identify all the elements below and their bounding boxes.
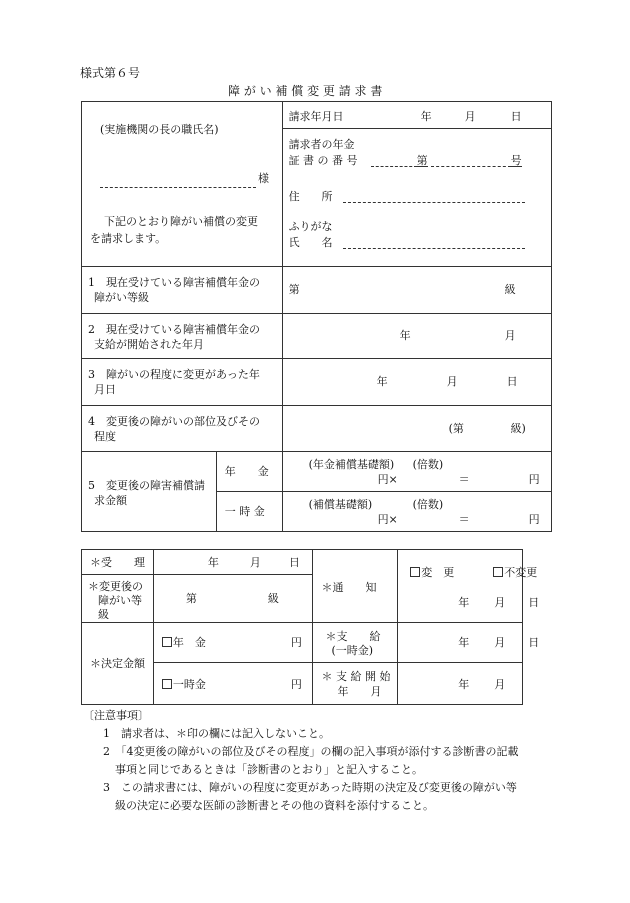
name-line[interactable] [343,239,525,249]
notes-heading: 〔注意事項〕 [83,709,149,722]
grade-dai: 第 [185,592,197,605]
ichijikin-amount-cell[interactable] [282,492,551,532]
addressee-label: (実施機関の長の職氏名) [100,123,219,136]
kettei-ichijikin-yen: 円 [290,678,302,691]
pension-dai: 第 [416,154,428,167]
request-date-row [283,102,551,129]
page-title: 障 が い 補 償 変 更 請 求 書 [228,84,383,98]
item5-label-cell [82,452,217,532]
nenkin-label-cell [216,452,282,492]
item3-month: 月 [446,375,458,388]
kettei-ichijikin-label: 一時金 [172,678,206,691]
item5-label-1: 5 変更後の障害補償請 [88,479,205,492]
applicant-info [283,129,551,266]
request-text-1: 下記のとおり障がい補償の変更 [104,215,258,228]
fuhenkou-label: 不変更 [504,566,538,579]
compensation-base-label: (補償基礎額) [308,498,373,511]
shikyu-day: 日 [528,636,540,649]
item2-label-cell [82,314,283,359]
juri-day: 日 [288,556,300,569]
item4-label-1: 4 変更後の障がいの部位及びその [88,415,260,428]
juri-year: 年 [207,556,219,569]
request-day[interactable]: 日 [510,110,522,123]
request-month[interactable]: 月 [464,110,476,123]
request-year[interactable]: 年 [420,110,432,123]
item1-label-2: 障がい等級 [94,291,149,304]
shikyu-kaishi-date-cell[interactable] [398,663,523,705]
item2-label-1: 2 現在受けている障害補償年金の [88,323,260,336]
nenkin-amount-cell[interactable] [282,452,551,492]
juri-date-cell[interactable] [153,550,313,575]
item1-label-1: 1 現在受けている障害補償年金の [88,276,260,289]
juri-label-cell [82,550,154,575]
nenkin-equals: ＝ [458,473,470,486]
item3-label-cell [82,359,283,406]
nenkin-yen: 円 [528,473,540,486]
nenkin-multiplier-label: (倍数) [412,458,444,471]
addressee-line[interactable] [100,177,256,188]
note-3b: 級の決定に必要な医師の診断書とその他の資料を添付すること。 [115,799,434,812]
pension-base-label: (年金補償基礎額) [308,458,395,471]
kettei-nenkin-cell[interactable] [153,623,313,663]
item2-value-cell[interactable] [282,314,551,359]
juri-label: ＊受 理 [90,556,145,569]
shikyu-label-cell [313,623,398,663]
address-label: 住 所 [288,190,333,203]
shikyu-month: 月 [494,636,506,649]
tsuchi-month: 月 [494,596,506,609]
item4-kyu: 級) [510,422,526,435]
kettei-ichijikin-checkbox[interactable] [162,679,172,689]
juri-month: 月 [249,556,261,569]
item4-value-cell[interactable] [282,406,551,452]
fuhenkou-option[interactable] [493,567,537,578]
pension-number-line-2[interactable] [431,157,511,167]
main-table [81,101,552,532]
pension-number-line-1[interactable] [371,157,417,167]
tsuchi-year: 年 [458,596,470,609]
item1-kyu: 級 [504,283,516,296]
nenkin-yen-times: 円× [377,473,398,486]
item3-year: 年 [376,375,388,388]
shikyu-label-1: ＊支 給 [325,630,381,643]
grade-cell[interactable] [153,575,313,623]
henkougo-label-3: 級 [98,608,109,621]
tsuchi-label: ＊通 知 [321,581,377,594]
henkou-label: 変 更 [421,566,455,579]
office-table [81,549,540,705]
item4-label-2: 程度 [94,430,116,443]
item3-value-cell[interactable] [282,359,551,406]
tsuchi-value-cell[interactable] [398,550,540,623]
note-2b: 事項と同じであるときは「診断書のとおり」と記入すること。 [115,763,423,776]
pension-gou: 号 [510,154,522,167]
item2-month: 月 [504,329,516,342]
henkou-checkbox[interactable] [410,567,420,577]
ichijikin-yen: 円 [528,513,540,526]
item1-label-cell [82,267,283,314]
kettei-nenkin-checkbox[interactable] [162,637,172,647]
request-text-2: を請求します。 [90,232,167,245]
form-number: 様式第６号 [80,66,141,80]
shikyu-kaishi-label-cell [313,663,398,705]
ichijikin-yen-times: 円× [377,513,398,526]
pension-label-1: 請求者の年金 [288,138,355,151]
shikyu-kaishi-label-2: 年 月 [337,685,382,698]
kettei-ichijikin-option[interactable] [162,679,206,690]
shikyu-kaishi-label-1: ＊ 支 給 開 始 [321,670,391,683]
ichijikin-multiplier-label: (倍数) [412,498,444,511]
addressee-suffix: 様 [258,172,269,185]
shikyu-year: 年 [458,636,470,649]
kettei-ichijikin-cell[interactable] [153,663,313,705]
note-3a: 3 この請求書には、障がいの程度に変更があった時期の決定及び変更後の障がい等 [103,781,517,794]
henkou-option[interactable] [410,567,454,578]
kettei-label-cell [82,623,154,705]
fuhenkou-checkbox[interactable] [493,567,503,577]
shikyu-label-2: (一時金) [331,644,374,657]
ichijikin-label: 一 時 金 [224,505,265,518]
address-line[interactable] [343,193,525,203]
henkougo-label-cell [82,575,154,623]
item1-value-cell[interactable] [282,267,551,314]
shikyu-date-cell[interactable] [398,623,540,663]
pension-label-2: 証 書 の 番 号 [288,154,358,167]
item4-label-cell [82,406,283,452]
note-1: 1 請求者は、＊印の欄には記入しないこと。 [103,727,330,740]
item2-label-2: 支給が開始された年月 [94,338,204,351]
item3-label-2: 月日 [94,383,116,396]
item2-year: 年 [399,329,411,342]
note-2a: 2 「4変更後の障がいの部位及びその程度」の欄の記入事項が添付する診断書の記載 [103,745,519,758]
request-date-label: 請求年月日 [288,110,344,123]
item3-label-1: 3 障がいの程度に変更があった年 [88,368,260,381]
name-label: 氏 名 [288,236,333,249]
ichijikin-label-cell [216,492,282,532]
tsuchi-day: 日 [528,596,540,609]
addressee-cell [82,102,283,267]
nenkin-label: 年 金 [224,465,269,478]
item5-label-2: 求金額 [94,494,127,507]
kettei-kingaku-label: ＊決定金額 [90,657,145,670]
kettei-nenkin-label: 年 金 [172,636,206,649]
item4-dai: (第 [448,422,464,435]
item3-day: 日 [506,375,518,388]
henkougo-label-1: ＊変更後の [88,580,143,593]
kaishi-month: 月 [494,678,506,691]
item1-dai: 第 [288,283,300,296]
furigana-label: ふりがな [288,220,333,233]
kaishi-year: 年 [458,678,470,691]
ichijikin-equals: ＝ [458,513,470,526]
grade-kyu: 級 [267,592,279,605]
henkougo-label-2: 障がい等 [98,594,142,607]
kettei-nenkin-option[interactable] [162,637,206,648]
kettei-nenkin-yen: 円 [290,636,302,649]
tsuchi-label-cell [313,550,398,623]
applicant-cell [282,102,551,267]
